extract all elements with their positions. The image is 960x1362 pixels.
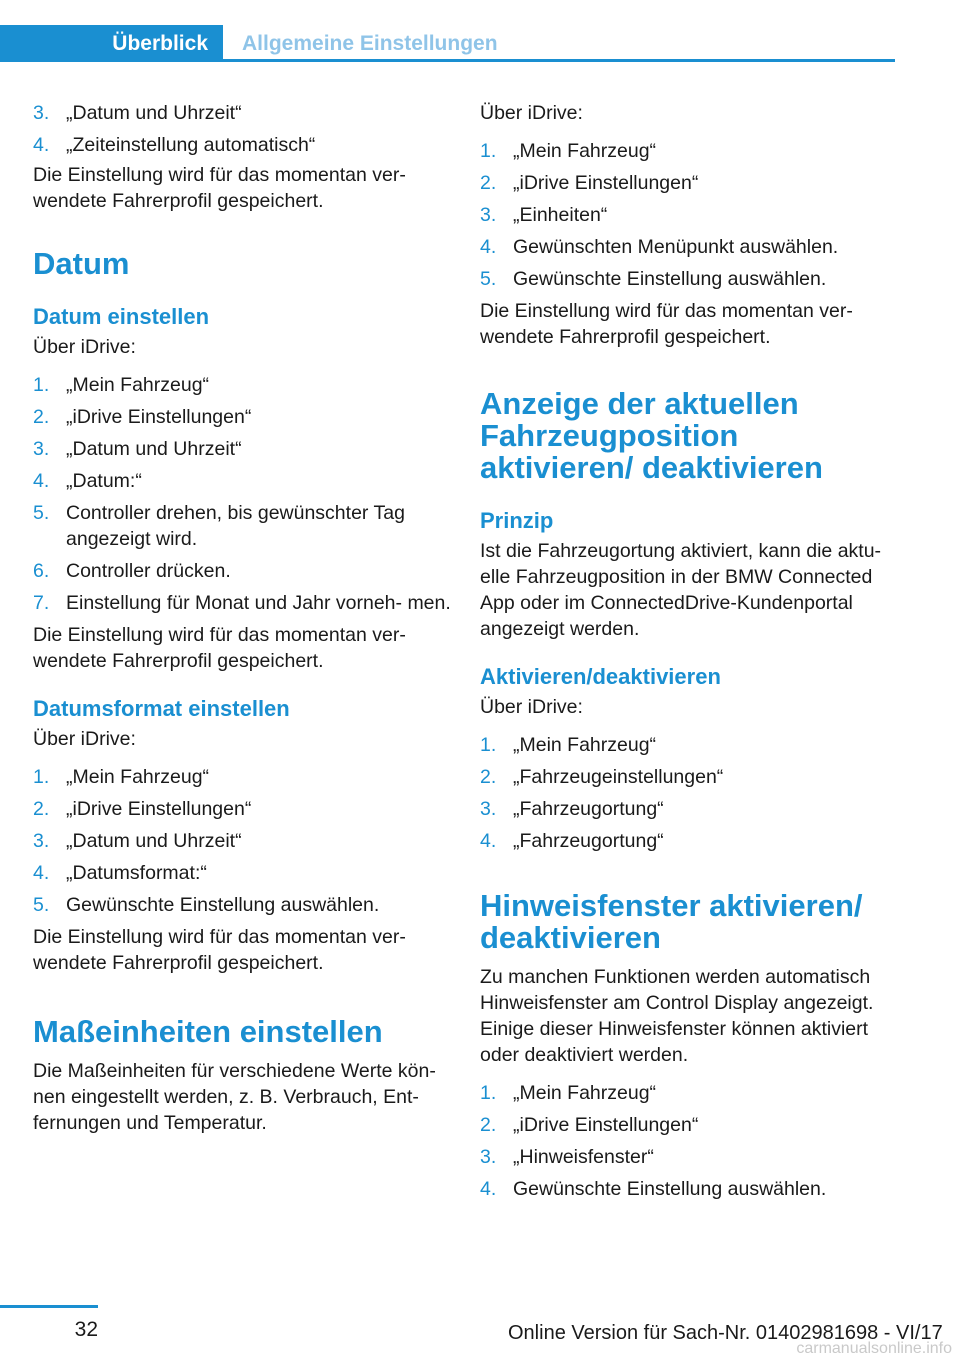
datum-steps: [33, 372, 453, 616]
list-item: 5. Gewünschte Einstellung auswählen.: [480, 268, 827, 290]
section-heading-datum: Datum: [33, 246, 130, 281]
list-item: 2. „iDrive Einstellungen“: [33, 798, 252, 820]
list-item: 5. Controller drehen, bis gewünschter Tag angezeigt wird.: [33, 502, 405, 550]
left-column: [33, 100, 453, 1136]
subheading-aktivieren: Aktivieren/deaktivieren: [480, 664, 721, 689]
list-item: 5. Gewünschte Einstellung auswählen.: [33, 894, 380, 916]
list-item: 7. Einstellung für Monat und Jahr vorneh‐ men.: [33, 592, 451, 614]
list-item: 2. „iDrive Einstellungen“: [480, 1114, 699, 1136]
subheading-datumsformat: Datumsformat einstellen: [33, 696, 290, 721]
einheiten-steps: [480, 138, 900, 292]
list-item: 3. „Hinweisfenster“: [480, 1146, 654, 1168]
list-item: 4. Gewünschte Einstellung auswählen.: [480, 1178, 827, 1200]
list-item: 3. „Datum und Uhrzeit“: [33, 438, 242, 460]
hinweis-steps: [480, 1080, 900, 1202]
page-number: 32: [74, 1318, 98, 1341]
section-heading-hinweis: Hinweisfenster aktivieren/ deaktivieren: [480, 888, 863, 955]
list-item: 4. „Zeiteinstellung automatisch“: [33, 134, 316, 156]
list-item: 2. „iDrive Einstellungen“: [480, 172, 699, 194]
tab-overview[interactable]: Überblick: [0, 25, 223, 62]
position-steps: [480, 732, 900, 854]
einheiten-note: Die Einstellung wird für das momentan ver‐ wendete Fahrerprofil gespeichert.: [480, 300, 853, 348]
list-item: 3. „Datum und Uhrzeit“: [33, 830, 242, 852]
datumsformat-note: Die Einstellung wird für das momentan ver‐ wendete Fahrerprofil gespeichert.: [33, 926, 406, 974]
intro-note: Die Einstellung wird für das momentan ver‐ wendete Fahrerprofil gespeichert.: [33, 164, 406, 212]
list-item: 3. „Fahrzeugortung“: [480, 798, 664, 820]
right-column: [480, 100, 900, 1208]
list-item: 3. „Einheiten“: [480, 204, 608, 226]
masseinheiten-text: Die Maßeinheiten für verschiedene Werte kön‐ nen eingestellt werden, z. B. Verbrauch, Ent‐ fernungen und Temperatur.: [33, 1060, 436, 1134]
section-heading-position: Anzeige der aktuellen Fahrzeugposition aktivieren/ deaktivieren: [480, 386, 823, 485]
watermark: carmanualsonline.info: [796, 1340, 952, 1357]
datumsformat-steps: [33, 764, 453, 918]
via-idrive: Über iDrive:: [480, 696, 583, 718]
list-item: 4. „Datumsformat:“: [33, 862, 207, 884]
list-item: 1. „Mein Fahrzeug“: [480, 734, 657, 756]
list-item: 3. „Datum und Uhrzeit“: [33, 102, 242, 124]
datum-note: Die Einstellung wird für das momentan ver‐ wendete Fahrerprofil gespeichert.: [33, 624, 406, 672]
header-underline: [223, 59, 895, 62]
list-item: 4. „Fahrzeugortung“: [480, 830, 664, 852]
list-item: 1. „Mein Fahrzeug“: [33, 374, 210, 396]
list-item: 4. Gewünschten Menüpunkt auswählen.: [480, 236, 839, 258]
section-heading-masseinheiten: Maßeinheiten einstellen: [33, 1014, 383, 1049]
list-item: 2. „Fahrzeugeinstellungen“: [480, 766, 724, 788]
subheading-prinzip: Prinzip: [480, 508, 554, 533]
header-tabbar: [0, 25, 895, 61]
via-idrive: Über iDrive:: [33, 728, 136, 750]
tab-general-settings[interactable]: Allgemeine Einstellungen: [242, 32, 498, 55]
list-item: 1. „Mein Fahrzeug“: [480, 140, 657, 162]
list-item: 1. „Mein Fahrzeug“: [480, 1082, 657, 1104]
via-idrive: Über iDrive:: [480, 102, 583, 124]
list-item: 1. „Mein Fahrzeug“: [33, 766, 210, 788]
list-item: 4. „Datum:“: [33, 470, 142, 492]
hinweis-text: Zu manchen Funktionen werden automatisch Hinweisfenster am Control Display angezeigt. Einige dieser Hinweisfenster können aktiviert oder deaktiviert werden.: [480, 966, 874, 1066]
list-item: 2. „iDrive Einstellungen“: [33, 406, 252, 428]
prinzip-text: Ist die Fahrzeugortung aktiviert, kann die aktu‐ elle Fahrzeugposition in der BMW Connected App oder im ConnectedDrive-Kundenportal angezeigt werden.: [480, 540, 882, 640]
via-idrive: Über iDrive:: [33, 336, 136, 358]
list-item: 6. Controller drücken.: [33, 560, 231, 582]
online-version-note: Online Version für Sach-Nr. 01402981698 - VI/17: [508, 1322, 943, 1344]
intro-steps: [33, 100, 453, 158]
footer-rule: [0, 1305, 98, 1308]
subheading-datum-einstellen: Datum einstellen: [33, 304, 210, 329]
